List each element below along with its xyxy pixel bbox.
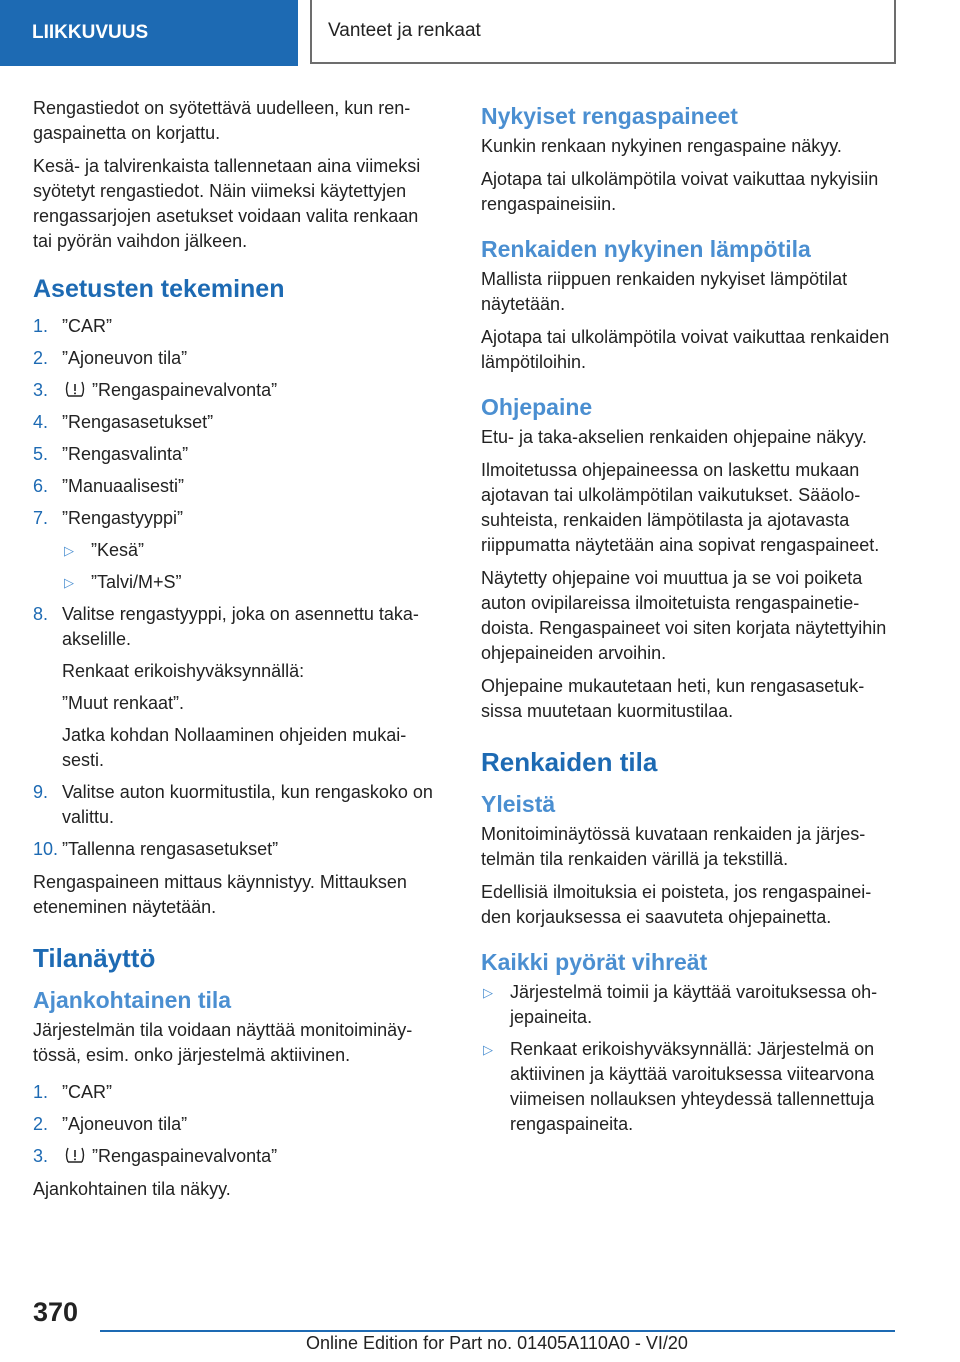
heading-all-wheels-green: Kaikki pyörät vihreät bbox=[481, 949, 708, 975]
paragraph: Edellisiä ilmoituksia ei poisteta, jos rengaspaineiden korjauksessa ei saavuteta ohjepainetta. bbox=[481, 882, 872, 927]
heading-settings: Asetusten tekeminen bbox=[33, 275, 285, 303]
paragraph: Ilmoitetussa ohjepaineessa on laskettu mukaan ajotavan tai ulkolämpötilan vaikutukset. Sääolosuhteista, renkaiden lämpötilasta ja ajotavasta riippumatta näytetään aina sopivat rengaspaineet. bbox=[481, 460, 880, 555]
intro-paragraph-1: Rengastiedot on syötettävä uudelleen, kun rengaspainetta on korjattu. bbox=[33, 98, 411, 143]
paragraph: Ohjepaine mukautetaan heti, kun rengasasetuksissa muutetaan kuormitustilaa. bbox=[481, 676, 865, 721]
paragraph: Kunkin renkaan nykyinen rengaspaine näkyy. bbox=[481, 136, 842, 156]
list-item: 8. Valitse rengastyyppi, joka on asennettu takaakselille. Renkaat erikoishyväksynnällä: ”Muut renkaat”. Jatka kohdan Nollaaminen ohjeiden mukaisesti. bbox=[33, 602, 441, 773]
footer-divider bbox=[100, 1330, 895, 1332]
paragraph: Monitoiminäytössä kuvataan renkaiden ja järjestelmän tila renkaiden värillä ja tekstillä. bbox=[481, 824, 866, 869]
page-header bbox=[0, 0, 960, 66]
list-item: 5. ”Rengasvalinta” bbox=[33, 444, 189, 464]
chapter-title: Vanteet ja renkaat bbox=[310, 0, 896, 64]
green-bullets bbox=[481, 980, 895, 1137]
step-continuation: Jatka kohdan Nollaaminen ohjeiden mukaisesti. bbox=[62, 725, 407, 770]
heading-current-temperature: Renkaiden nykyinen lämpötila bbox=[481, 236, 811, 262]
left-column bbox=[33, 96, 441, 1210]
current-status-result: Ajankohtainen tila näkyy. bbox=[33, 1179, 231, 1199]
list-item: ▷ ”Kesä” bbox=[62, 538, 441, 563]
edition-note: Online Edition for Part no. 01405A110A0 - VI/20 bbox=[306, 1333, 688, 1353]
list-item: 4. ”Rengasasetukset” bbox=[33, 412, 214, 432]
section-tab: LIIKKUVUUS bbox=[0, 0, 298, 66]
list-item: 7. ”Rengastyyppi” ▷ ”Kesä” ▷ ”Talvi/M+S” bbox=[33, 506, 441, 595]
page-number: 370 bbox=[33, 1297, 79, 1327]
tire-pressure-icon bbox=[64, 1146, 86, 1164]
list-item: ▷ Renkaat erikoishyväksynnällä: Järjestelmä on aktiivinen ja käyttää varoituksessa viitearvona viimeisen nollauksen yhteydessä tallennettuja rengaspaineita. bbox=[483, 1039, 875, 1134]
tire-type-options bbox=[62, 538, 441, 595]
list-item: ▷ ”Talvi/M+S” bbox=[62, 570, 441, 595]
step-continuation: ”Muut renkaat”. bbox=[62, 693, 185, 713]
status-steps bbox=[33, 1080, 441, 1169]
list-item: 1. ”CAR” bbox=[33, 1082, 112, 1102]
after-steps-paragraph: Rengaspaineen mittaus käynnistyy. Mittauksen eteneminen näytetään. bbox=[33, 872, 407, 917]
heading-current-pressures: Nykyiset rengaspaineet bbox=[481, 103, 738, 129]
paragraph: Ajotapa tai ulkolämpötila voivat vaikuttaa renkaiden lämpötiloihin. bbox=[481, 327, 890, 372]
triangle-bullet-icon: ▷ bbox=[64, 543, 74, 558]
paragraph: Mallista riippuen renkaiden nykyiset lämpötilat näytetään. bbox=[481, 269, 848, 314]
tire-pressure-icon bbox=[64, 380, 86, 398]
heading-general: Yleistä bbox=[481, 791, 556, 817]
list-item: 10. ”Tallenna rengasasetukset” bbox=[33, 839, 279, 859]
paragraph: Ajotapa tai ulkolämpötila voivat vaikuttaa nykyisiin rengaspaineisiin. bbox=[481, 169, 879, 214]
list-item: 2. ”Ajoneuvon tila” bbox=[33, 348, 188, 368]
triangle-bullet-icon: ▷ bbox=[483, 985, 493, 1000]
triangle-bullet-icon: ▷ bbox=[64, 575, 74, 590]
list-item: 3. ”Rengaspainevalvonta” bbox=[33, 1146, 278, 1166]
heading-target-pressure: Ohjepaine bbox=[481, 394, 593, 420]
current-status-paragraph: Järjestelmän tila voidaan näyttää monitoiminäytössä, esim. onko järjestelmä aktiivinen. bbox=[33, 1020, 413, 1065]
triangle-bullet-icon: ▷ bbox=[483, 1042, 493, 1057]
intro-paragraph-2: Kesä- ja talvirenkaista tallennetaan aina viimeksi syötetyt rengastiedot. Näin viimeksi käytettyjen rengassarjojen asetukset voidaan valita renkaan tai pyörän vaihdon jälkeen. bbox=[33, 156, 421, 251]
settings-steps bbox=[33, 314, 441, 862]
right-column bbox=[481, 96, 895, 1144]
paragraph: Näytetty ohjepaine voi muuttua ja se voi poiketa auton ovipilareissa ilmoitetuista rengaspainetiedoista. Rengaspaineet voi siten korjata näytettyihin ohjepaineiden arvoihin. bbox=[481, 568, 887, 663]
step-continuation: Renkaat erikoishyväksynnällä: bbox=[62, 661, 305, 681]
heading-status-display: Tilanäyttö bbox=[33, 943, 156, 973]
list-item: ▷ Järjestelmä toimii ja käyttää varoituksessa ohjepaineita. bbox=[483, 982, 878, 1027]
list-item: 6. ”Manuaalisesti” bbox=[33, 476, 185, 496]
heading-current-status: Ajankohtainen tila bbox=[33, 987, 232, 1013]
list-item: 3. ”Rengaspainevalvonta” bbox=[33, 380, 278, 400]
list-item: 1. ”CAR” bbox=[33, 316, 112, 336]
heading-tire-status: Renkaiden tila bbox=[481, 747, 658, 777]
list-item: 9. Valitse auton kuormitustila, kun rengaskoko on valittu. bbox=[33, 782, 433, 827]
list-item: 2. ”Ajoneuvon tila” bbox=[33, 1114, 188, 1134]
paragraph: Etu- ja taka-akselien renkaiden ohjepaine näkyy. bbox=[481, 427, 867, 447]
